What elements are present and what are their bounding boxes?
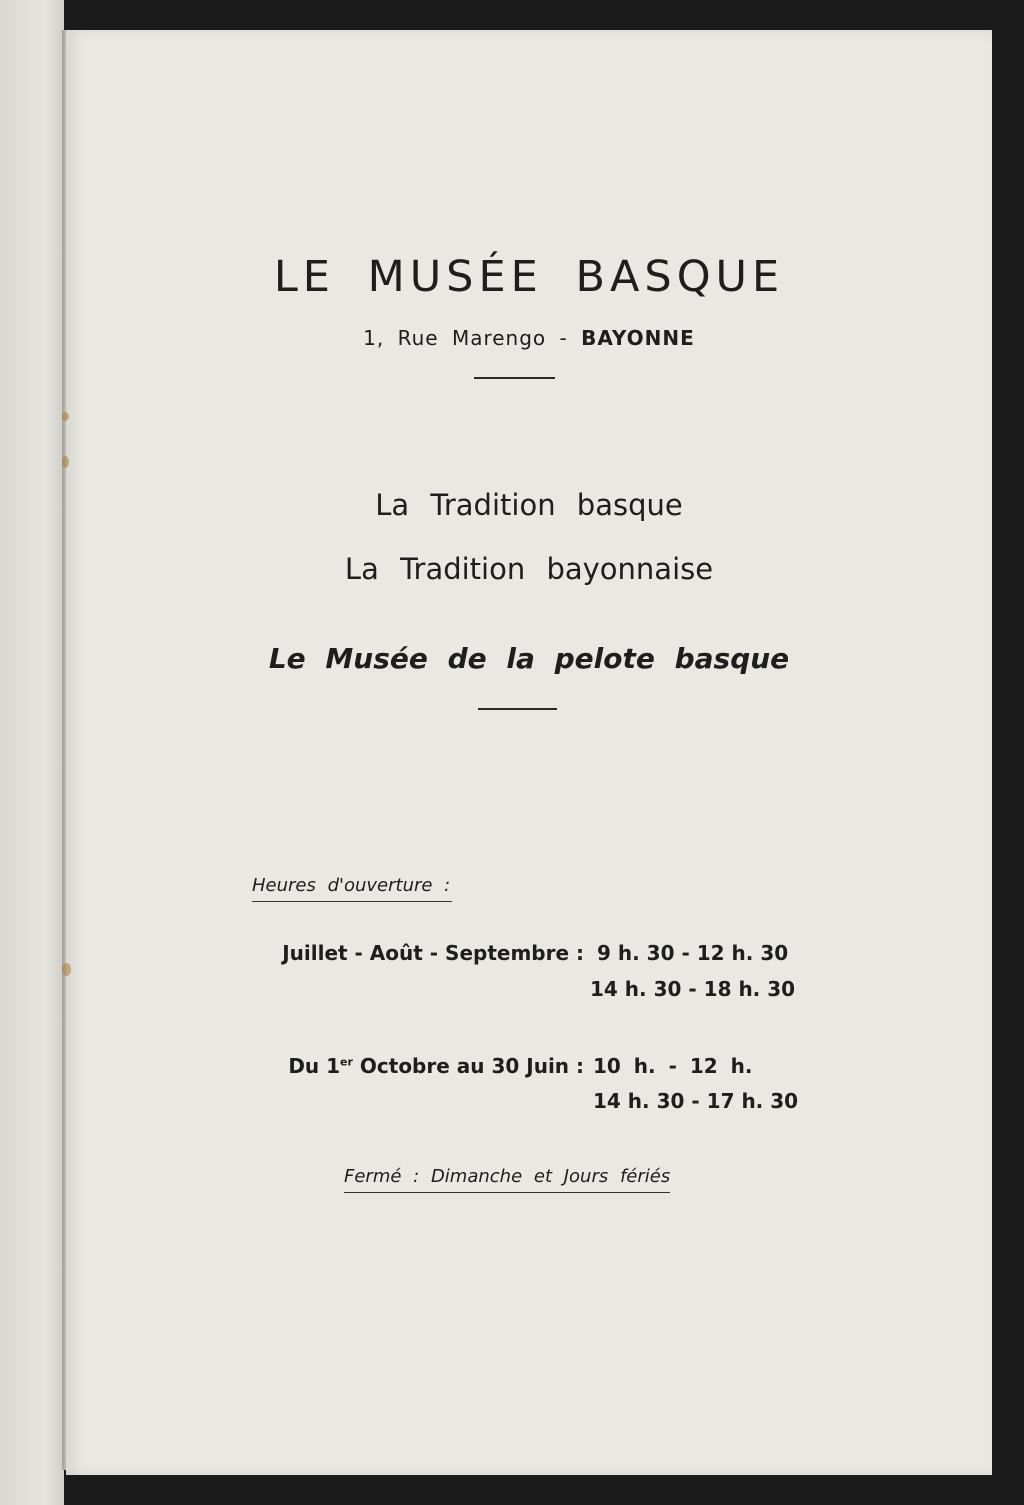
museum-address bbox=[66, 326, 992, 350]
booklet-page bbox=[66, 30, 992, 1475]
winter-period-label bbox=[186, 1054, 584, 1078]
street-address: 1, Rue Marengo - bbox=[363, 326, 568, 350]
divider-rule bbox=[478, 708, 557, 710]
closed-days-note: Fermé : Dimanche et Jours fériés bbox=[344, 1166, 670, 1193]
stain-mark bbox=[62, 456, 69, 468]
winter-morning-hours: 10 h. - 12 h. bbox=[593, 1054, 753, 1078]
museum-title: LE MUSÉE BASQUE bbox=[273, 252, 785, 302]
section-tradition-bayonnaise: La Tradition bayonnaise bbox=[344, 552, 714, 586]
city-name: BAYONNE bbox=[581, 326, 695, 350]
divider-rule bbox=[474, 377, 555, 379]
winter-label-suffix: Octobre au 30 Juin : bbox=[352, 1054, 584, 1078]
winter-label-superscript: er bbox=[340, 1055, 353, 1069]
left-page-edge bbox=[0, 0, 64, 1505]
winter-afternoon-hours: 14 h. 30 - 17 h. 30 bbox=[593, 1089, 799, 1113]
section-tradition-basque: La Tradition basque bbox=[375, 488, 683, 522]
summer-morning-hours: 9 h. 30 - 12 h. 30 bbox=[597, 941, 789, 965]
winter-label-prefix: Du 1 bbox=[288, 1054, 341, 1078]
stain-mark bbox=[62, 963, 71, 976]
opening-hours-heading: Heures d'ouverture : bbox=[252, 875, 452, 902]
summer-afternoon-hours: 14 h. 30 - 18 h. 30 bbox=[590, 977, 796, 1001]
summer-period-label: Juillet - Août - Septembre : bbox=[282, 941, 584, 965]
section-pelote-museum: Le Musée de la pelote basque bbox=[268, 642, 790, 675]
stain-mark bbox=[62, 412, 69, 421]
